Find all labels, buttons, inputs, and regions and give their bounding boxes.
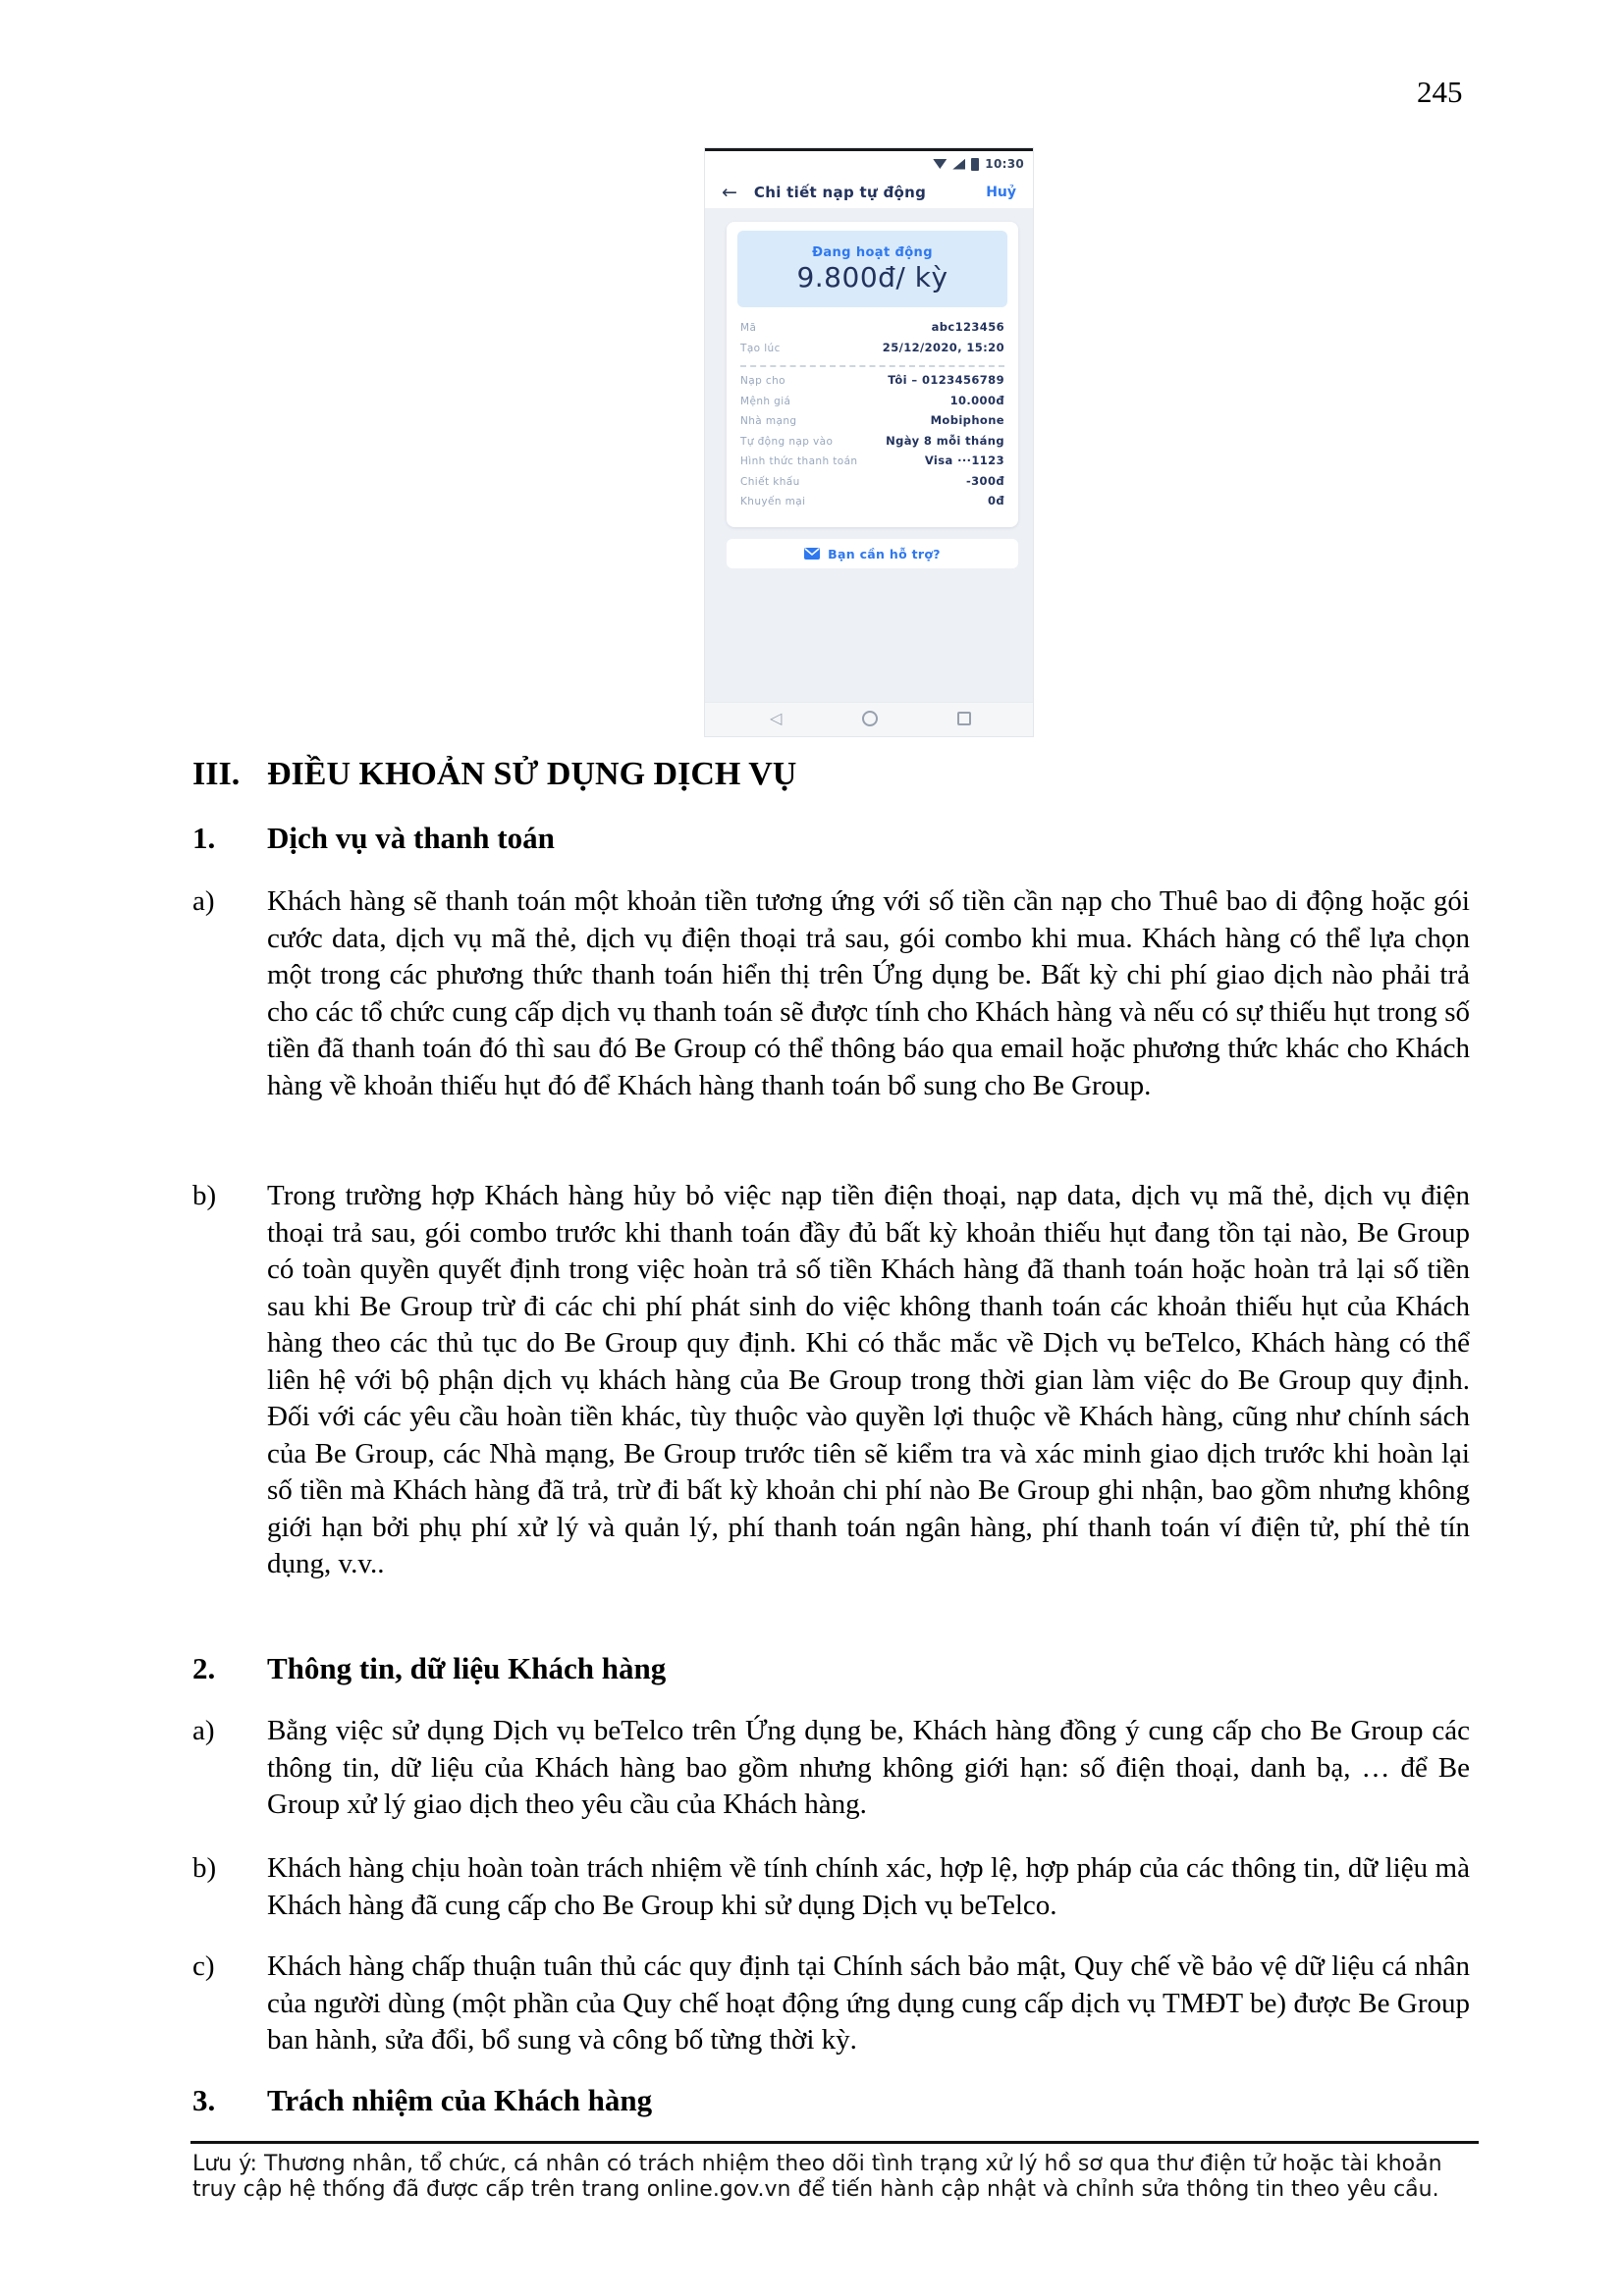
row-value: Ngày 8 mỗi tháng (886, 433, 1004, 448)
row-value: Tôi – 0123456789 (888, 373, 1004, 387)
app-header (705, 177, 1033, 208)
footnote-text: Lưu ý: Thương nhân, tổ chức, cá nhân có trách nhiệm theo dõi tình trạng xử lý hồ sơ qua thư điện tử hoặc tài khoản truy cập hệ thống đã được cấp trên trang online.gov.vn để tiến hành cập nhật và chỉnh sửa thông tin theo yêu cầu. (192, 2152, 1442, 2202)
main-heading (192, 755, 1475, 794)
detail-row (740, 341, 1004, 361)
amount-per-cycle: 9.800đ/ kỳ (796, 261, 948, 294)
amount-panel (737, 231, 1007, 307)
detail-row (740, 494, 1004, 514)
row-value: 10.000đ (949, 393, 1004, 407)
item-text: Khách hàng sẽ thanh toán một khoản tiền tương ứng với số tiền cần nạp cho Thuê bao di động hoặc gói cước data, dịch vụ mã thẻ, dịch vụ điện thoại trả sau, gói combo khi mua. Khách hàng có thể lựa chọn một trong các phương thức thanh toán hiển thị trên Ứng dụng be. Bất kỳ chi phí giao dịch nào phải trả cho các tổ chức cung cấp dịch vụ thanh toán sẽ được tính cho Khách hàng và nếu có sự thiếu hụt trong số tiền đã thanh toán đó thì sau đó Be Group có thể thông báo qua email hoặc phương thức khác cho Khách hàng về khoản thiếu hụt đó để Khách hàng thanh toán bổ sung cho Be Group. (267, 885, 1470, 1101)
item-marker: b) (192, 1852, 217, 1884)
section-heading-1 (192, 820, 1475, 857)
item-marker: a) (192, 1715, 215, 1746)
heading-title: ĐIỀU KHOẢN SỬ DỤNG DỊCH VỤ (267, 756, 797, 792)
nav-home-icon[interactable] (862, 711, 878, 726)
footnote-rule (190, 2141, 1479, 2144)
paragraph-1b (192, 1178, 1470, 1583)
back-arrow-icon[interactable]: ← (722, 181, 737, 203)
detail-row (740, 394, 1004, 414)
help-button[interactable] (727, 539, 1018, 568)
status-badge: Đang hoạt động (812, 245, 933, 260)
detail-card (727, 222, 1018, 527)
paragraph-2a (192, 1713, 1470, 1824)
wifi-icon (933, 159, 947, 169)
heading-numeral: III. (192, 756, 241, 792)
battery-icon (971, 158, 979, 171)
row-label: Mệnh giá (740, 395, 791, 407)
help-button-label: Bạn cần hỗ trợ? (828, 546, 941, 561)
item-text: Bằng việc sử dụng Dịch vụ beTelco trên Ứng dụng be, Khách hàng đồng ý cung cấp cho Be Group các thông tin, dữ liệu của Khách hàng bao gồm nhưng không giới hạn: số điện thoại, danh bạ, … để Be Group xử lý giao dịch theo yêu cầu của Khách hàng. (267, 1715, 1470, 1820)
row-value: Visa ···1123 (924, 454, 1004, 467)
row-label: Nạp cho (740, 375, 785, 387)
nav-recents-icon[interactable] (957, 712, 971, 725)
detail-row (740, 474, 1004, 495)
row-value: abc123456 (931, 320, 1004, 334)
signal-icon (952, 159, 965, 170)
item-text: Trong trường hợp Khách hàng hủy bỏ việc nạp tiền điện thoại, nạp data, dịch vụ mã thẻ, dịch vụ điện thoại trả sau, gói combo trước khi thanh toán đầy đủ bất kỳ khoản thiếu hụt đang tồn tại nào, Be Group có toàn quyền quyết định trong việc hoàn trả số tiền Khách hàng đã thanh toán hoặc hoàn trả lại số tiền sau khi Be Group trừ đi các chi phí phát sinh do việc không thanh toán các khoản thiếu hụt của Khách hàng theo các thủ tục do Be Group quy định. Khi có thắc mắc về Dịch vụ beTelco, Khách hàng có thể liên hệ với bộ phận dịch vụ khách hàng của Be Group trong thời gian làm việc do Be Group quy định. Đối với các yêu cầu hoàn tiền khác, tùy thuộc vào quyền lợi thuộc về Khách hàng, cũng như chính sách của Be Group, các Nhà mạng, Be Group trước tiên sẽ kiểm tra và xác minh giao dịch trước khi hoàn lại số tiền mà Khách hàng đã trả, trừ đi bất kỳ khoản chi phí nào Be Group ghi nhận, bao gồm nhưng không giới hạn bởi phụ phí xử lý và quản lý, phí thanh toán ngân hàng, phí thanh toán ví điện tử, phí thẻ tín dụng, v.v.. (267, 1180, 1470, 1579)
row-label: Tự động nạp vào (740, 435, 834, 448)
item-text: Khách hàng chịu hoàn toàn trách nhiệm về tính chính xác, hợp lệ, hợp pháp của các thông tin, dữ liệu mà Khách hàng đã cung cấp cho Be Group khi sử dụng Dịch vụ beTelco. (267, 1852, 1470, 1921)
detail-rows (740, 320, 1004, 514)
detail-row (740, 373, 1004, 394)
nav-back-icon[interactable]: ◁ (770, 709, 783, 727)
row-value: 25/12/2020, 15:20 (882, 340, 1004, 354)
page-number: 245 (1417, 75, 1463, 109)
detail-row (740, 320, 1004, 341)
section-heading-3 (192, 2082, 1475, 2119)
paragraph-2b (192, 1850, 1470, 1924)
section-title: Thông tin, dữ liệu Khách hàng (267, 1651, 667, 1685)
status-bar (705, 151, 1033, 177)
row-label: Hình thức thanh toán (740, 455, 858, 467)
section-number: 1. (192, 821, 216, 855)
detail-row (740, 434, 1004, 454)
item-text: Khách hàng chấp thuận tuân thủ các quy định tại Chính sách bảo mật, Quy chế về bảo vệ dữ liệu cá nhân của người dùng (một phần của Quy chế hoạt động ứng dụng cung cấp dịch vụ TMĐT be) được Be Group ban hành, sửa đổi, bổ sung và công bố từng thời kỳ. (267, 1950, 1470, 2056)
row-label: Chiết khấu (740, 475, 800, 488)
row-value: 0đ (987, 494, 1004, 507)
android-nav-bar (705, 702, 1033, 736)
detail-row (740, 454, 1004, 474)
screen-body (705, 208, 1033, 703)
paragraph-2c (192, 1949, 1470, 2059)
cancel-button[interactable]: Huỷ (986, 185, 1016, 200)
section-title: Trách nhiệm của Khách hàng (267, 2083, 653, 2117)
row-label: Khuyến mại (740, 496, 806, 507)
section-number: 2. (192, 1651, 216, 1685)
item-marker: c) (192, 1950, 215, 1982)
screen-title: Chi tiết nạp tự động (753, 184, 927, 201)
section-title: Dịch vụ và thanh toán (267, 821, 555, 855)
detail-row (740, 413, 1004, 434)
row-value: -300đ (965, 473, 1004, 488)
phone-screenshot (704, 147, 1034, 737)
paragraph-1a (192, 883, 1470, 1104)
row-label: Mã (740, 322, 757, 334)
row-value: Mobiphone (930, 413, 1004, 427)
row-label: Tạo lúc (740, 342, 781, 354)
row-label: Nhà mạng (740, 415, 797, 427)
clock-text: 10:30 (985, 157, 1024, 171)
dashed-divider (740, 365, 1004, 367)
item-marker: a) (192, 885, 215, 917)
section-number: 3. (192, 2083, 216, 2117)
mail-icon (804, 548, 820, 560)
section-heading-2 (192, 1650, 1475, 1687)
item-marker: b) (192, 1180, 217, 1211)
